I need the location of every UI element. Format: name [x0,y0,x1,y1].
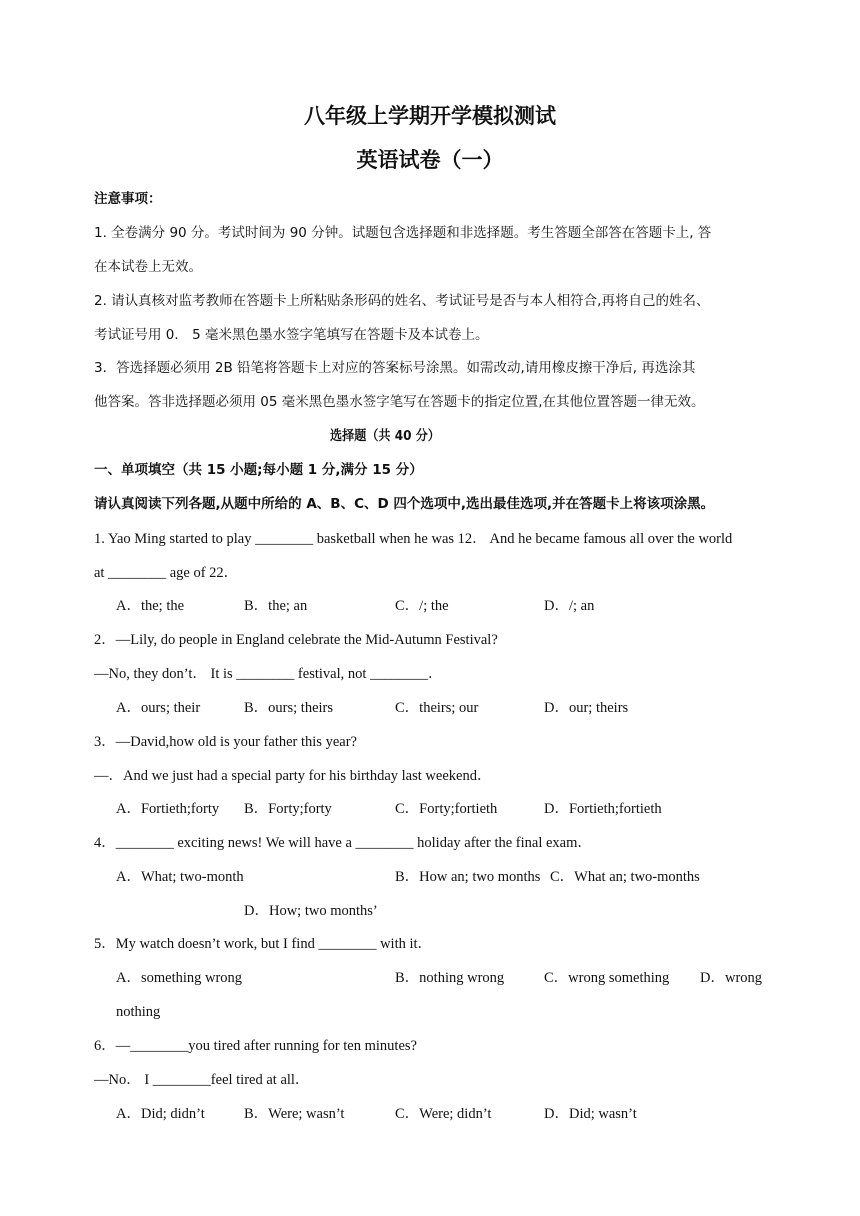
q6-option-d: D．Did; wasn’t [544,1106,637,1122]
q6-option-a: A．Did; didn’t [116,1106,205,1122]
q4-stem-line-1: 4．________ exciting news! We will have a ________ holiday after the final exam． [94,835,592,851]
q1-stem-line-2: at ________ age of 22． [94,565,239,581]
q2-stem-line-1: 2．—Lily, do people in England celebrate the Mid-Autumn Festival? [94,632,498,648]
q5-option-d-wrap: nothing [116,1004,161,1020]
q1-option-b: B．the; an [244,598,308,614]
note-3-line-2: 他答案。答非选择题必须用 05 毫米黑色墨水签字笔写在答题卡的指定位置,在其他位置答题一律无效。 [94,394,705,410]
q6-option-b: B．Were; wasn’t [244,1106,345,1122]
note-2-line-2: 考试证号用 0． 5 毫米黑色墨水签字笔填写在答题卡及本试卷上。 [94,327,489,343]
q5-stem-line-1: 5．My watch doesn’t work, but I find ________ with it． [94,936,433,952]
q5-option-c: C．wrong something [544,970,670,986]
exam-title: 八年级上学期开学模拟测试 [304,104,556,128]
q4-option-d: D．How; two months’ [244,903,378,919]
section-title: 选择题（共 40 分） [330,428,440,444]
q3-stem-line-2: —．And we just had a special party for his birthday last weekend． [94,768,492,784]
q3-option-c: C．Forty;fortieth [395,801,498,817]
q5-option-d: D．wrong [700,970,763,986]
q3-option-d: D．Fortieth;fortieth [544,801,662,817]
q2-stem-line-2: —No, they don’t． It is ________ festival, not ________． [94,666,443,682]
q1-stem-line-1: 1. Yao Ming started to play ________ basketball when he was 12． And he became famous all over the world [94,531,733,547]
q6-stem-line-2: —No． I ________feel tired at all． [94,1072,310,1088]
q5-option-b: B．nothing wrong [395,970,505,986]
q2-option-d: D．our; theirs [544,700,629,716]
q5-option-a: A．something wrong [116,970,243,986]
q3-stem-line-1: 3．—David,how old is your father this year? [94,734,357,750]
q4-option-a: A．What; two-month [116,869,244,885]
q1-option-c: C．/; the [395,598,449,614]
q3-option-b: B．Forty;forty [244,801,332,817]
exam-subtitle: 英语试卷（一） [356,148,504,172]
note-2-line-1: 2. 请认真核对监考教师在答题卡上所粘贴条形码的姓名、考试证号是否与本人相符合,再将自己的姓名、 [94,293,710,309]
q3-option-a: A．Fortieth;forty [116,801,220,817]
q6-option-c: C．Were; didn’t [395,1106,492,1122]
part-1-heading: 一、单项填空（共 15 小题;每小题 1 分,满分 15 分） [94,462,423,478]
note-1-line-1: 1. 全卷满分 90 分。考试时间为 90 分钟。试题包含选择题和非选择题。考生答题全部答在答题卡上, 答 [94,225,712,241]
q2-option-b: B．ours; theirs [244,700,334,716]
q2-option-c: C．theirs; our [395,700,479,716]
q4-option-b: B．How an; two months [395,869,541,885]
q1-option-d: D．/; an [544,598,595,614]
q2-option-a: A．ours; their [116,700,201,716]
q6-stem-line-1: 6．—________you tired after running for ten minutes? [94,1038,417,1054]
notes-heading: 注意事项： [94,191,162,207]
note-3-line-1: 3．答选择题必须用 2B 铅笔将答题卡上对应的答案标号涂黑。如需改动,请用橡皮擦干净后, 再选涂其 [94,360,696,376]
note-1-line-2: 在本试卷上无效。 [94,259,202,275]
q1-option-a: A．the; the [116,598,185,614]
part-1-instruction: 请认真阅读下列各题,从题中所给的 A、B、C、D 四个选项中,选出最佳选项,并在答题卡上将该项涂黑。 [94,496,715,512]
q4-option-c: C．What an; two-months [550,869,700,885]
